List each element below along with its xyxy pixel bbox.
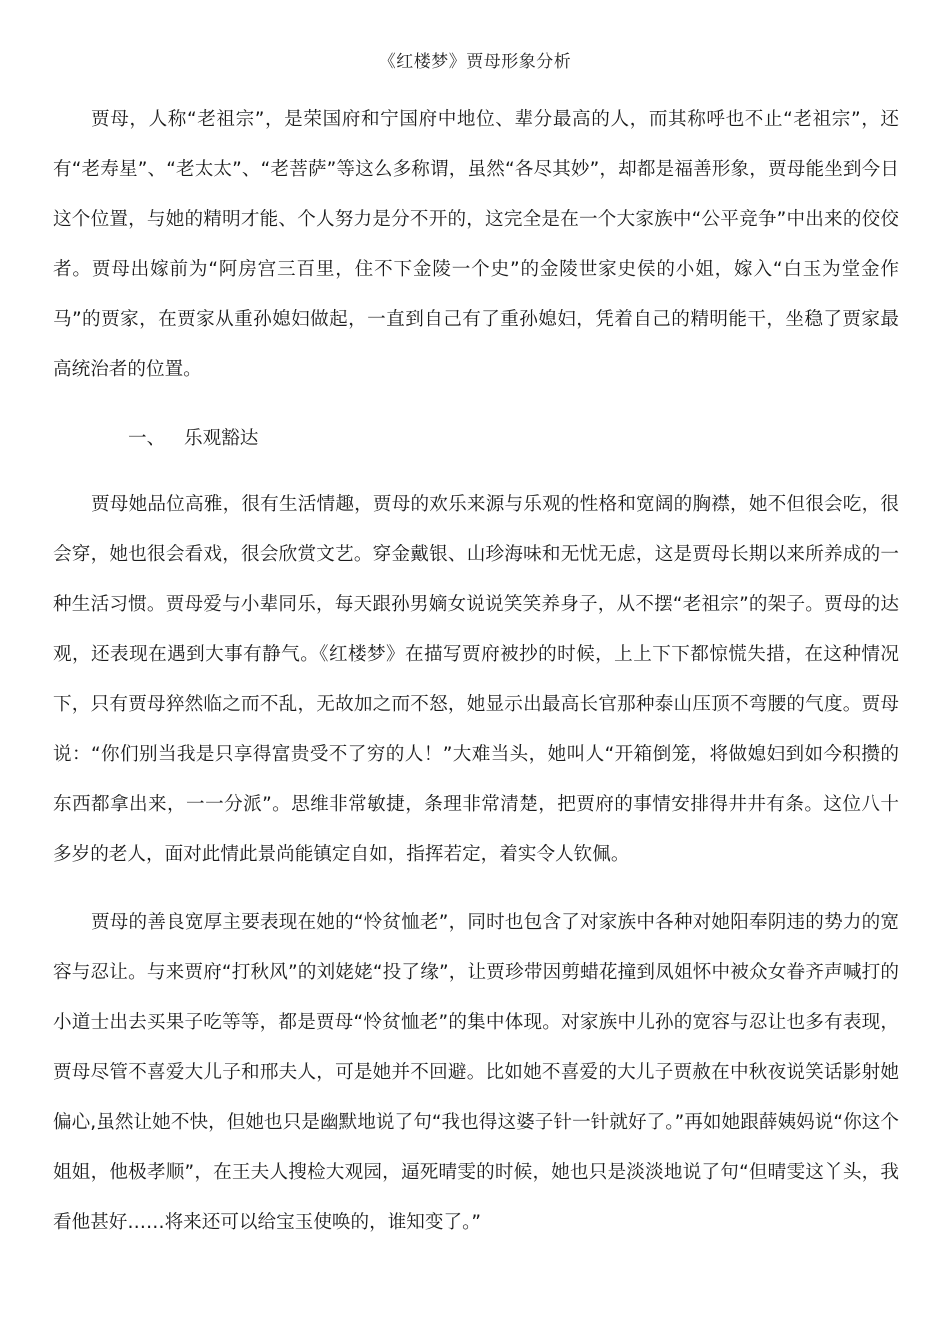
paragraph-kindness: 贾母的善良宽厚主要表现在她的“怜贫恤老”，同时也包含了对家族中各种对她阳奉阴违的势力的宽容与忍让。与来贾府“打秋风”的刘姥姥“投了缘”，让贾珍带因剪蜡花撞到凤姐怀中被众女眷齐声喊打的小道士出去买果子吃等等，都是贾母“怜贫恤老”的集中体现。对家族中儿孙的宽容与忍让也多有表现，贾母尽管不喜爱大儿子和邢夫人，可是她并不回避。比如她不喜爱的大儿子贾赦在中秋夜说笑话影射她偏心,虽然让她不快，但她也只是幽默地说了句“我也得这婆子针一针就好了。”再如她跟薛姨妈说“你这个姐姐，他极孝顺”，在王夫人搜检大观园，逼死晴雯的时候，她也只是淡淡地说了句“但晴雯这丫头，我看他甚好……将来还可以给宝玉使唤的，谁知变了。” — [53, 912, 899, 1233]
section-heading — [128, 420, 258, 458]
document-title: 《红楼梦》贾母形象分析 — [378, 52, 572, 72]
paragraph-intro: 贾母，人称“老祖宗”，是荣国府和宁国府中地位、辈分最高的人，而其称呼也不止“老祖宗”，还有“老寿星”、“老太太”、“老菩萨”等这么多称谓，虽然“各尽其妙”，却都是福善形象，贾母能坐到今日这个位置，与她的精明才能、个人努力是分不开的，这完全是在一个大家族中“公平竞争”中出来的佼佼者。贾母出嫁前为“阿房宫三百里，住不下金陵一个史”的金陵世家史侯的小姐，嫁入“白玉为堂金作马”的贾家，在贾家从重孙媳妇做起，一直到自己有了重孙媳妇，凭着自己的精明能干，坐稳了贾家最高统治者的位置。 — [53, 109, 899, 380]
section-number: 一、 — [128, 428, 166, 449]
paragraph-optimism: 贾母她品位高雅，很有生活情趣，贾母的欢乐来源与乐观的性格和宽阔的胸襟，她不但很会吃，很会穿，她也很会看戏，很会欣赏文艺。穿金戴银、山珍海味和无忧无虑，这是贾母长期以来所养成的一种生活习惯。贾母爱与小辈同乐，每天跟孙男嫡女说说笑笑养身子，从不摆“老祖宗”的架子。贾母的达观，还表现在遇到大事有静气。《红楼梦》在描写贾府被抄的时候，上上下下都惊慌失措，在这种情况下，只有贾母猝然临之而不乱，无故加之而不怒，她显示出最高长官那种泰山压顶不弯腰的气度。贾母说：“你们别当我是只享得富贵受不了穷的人！”大难当头，她叫人“开箱倒笼，将做媳妇到如今积攒的东西都拿出来，一一分派”。思维非常敏捷，条理非常清楚，把贾府的事情安排得井井有条。这位八十多岁的老人，面对此情此景尚能镇定自如，指挥若定，着实令人钦佩。 — [53, 494, 899, 865]
section-title: 乐观豁达 — [184, 428, 259, 449]
